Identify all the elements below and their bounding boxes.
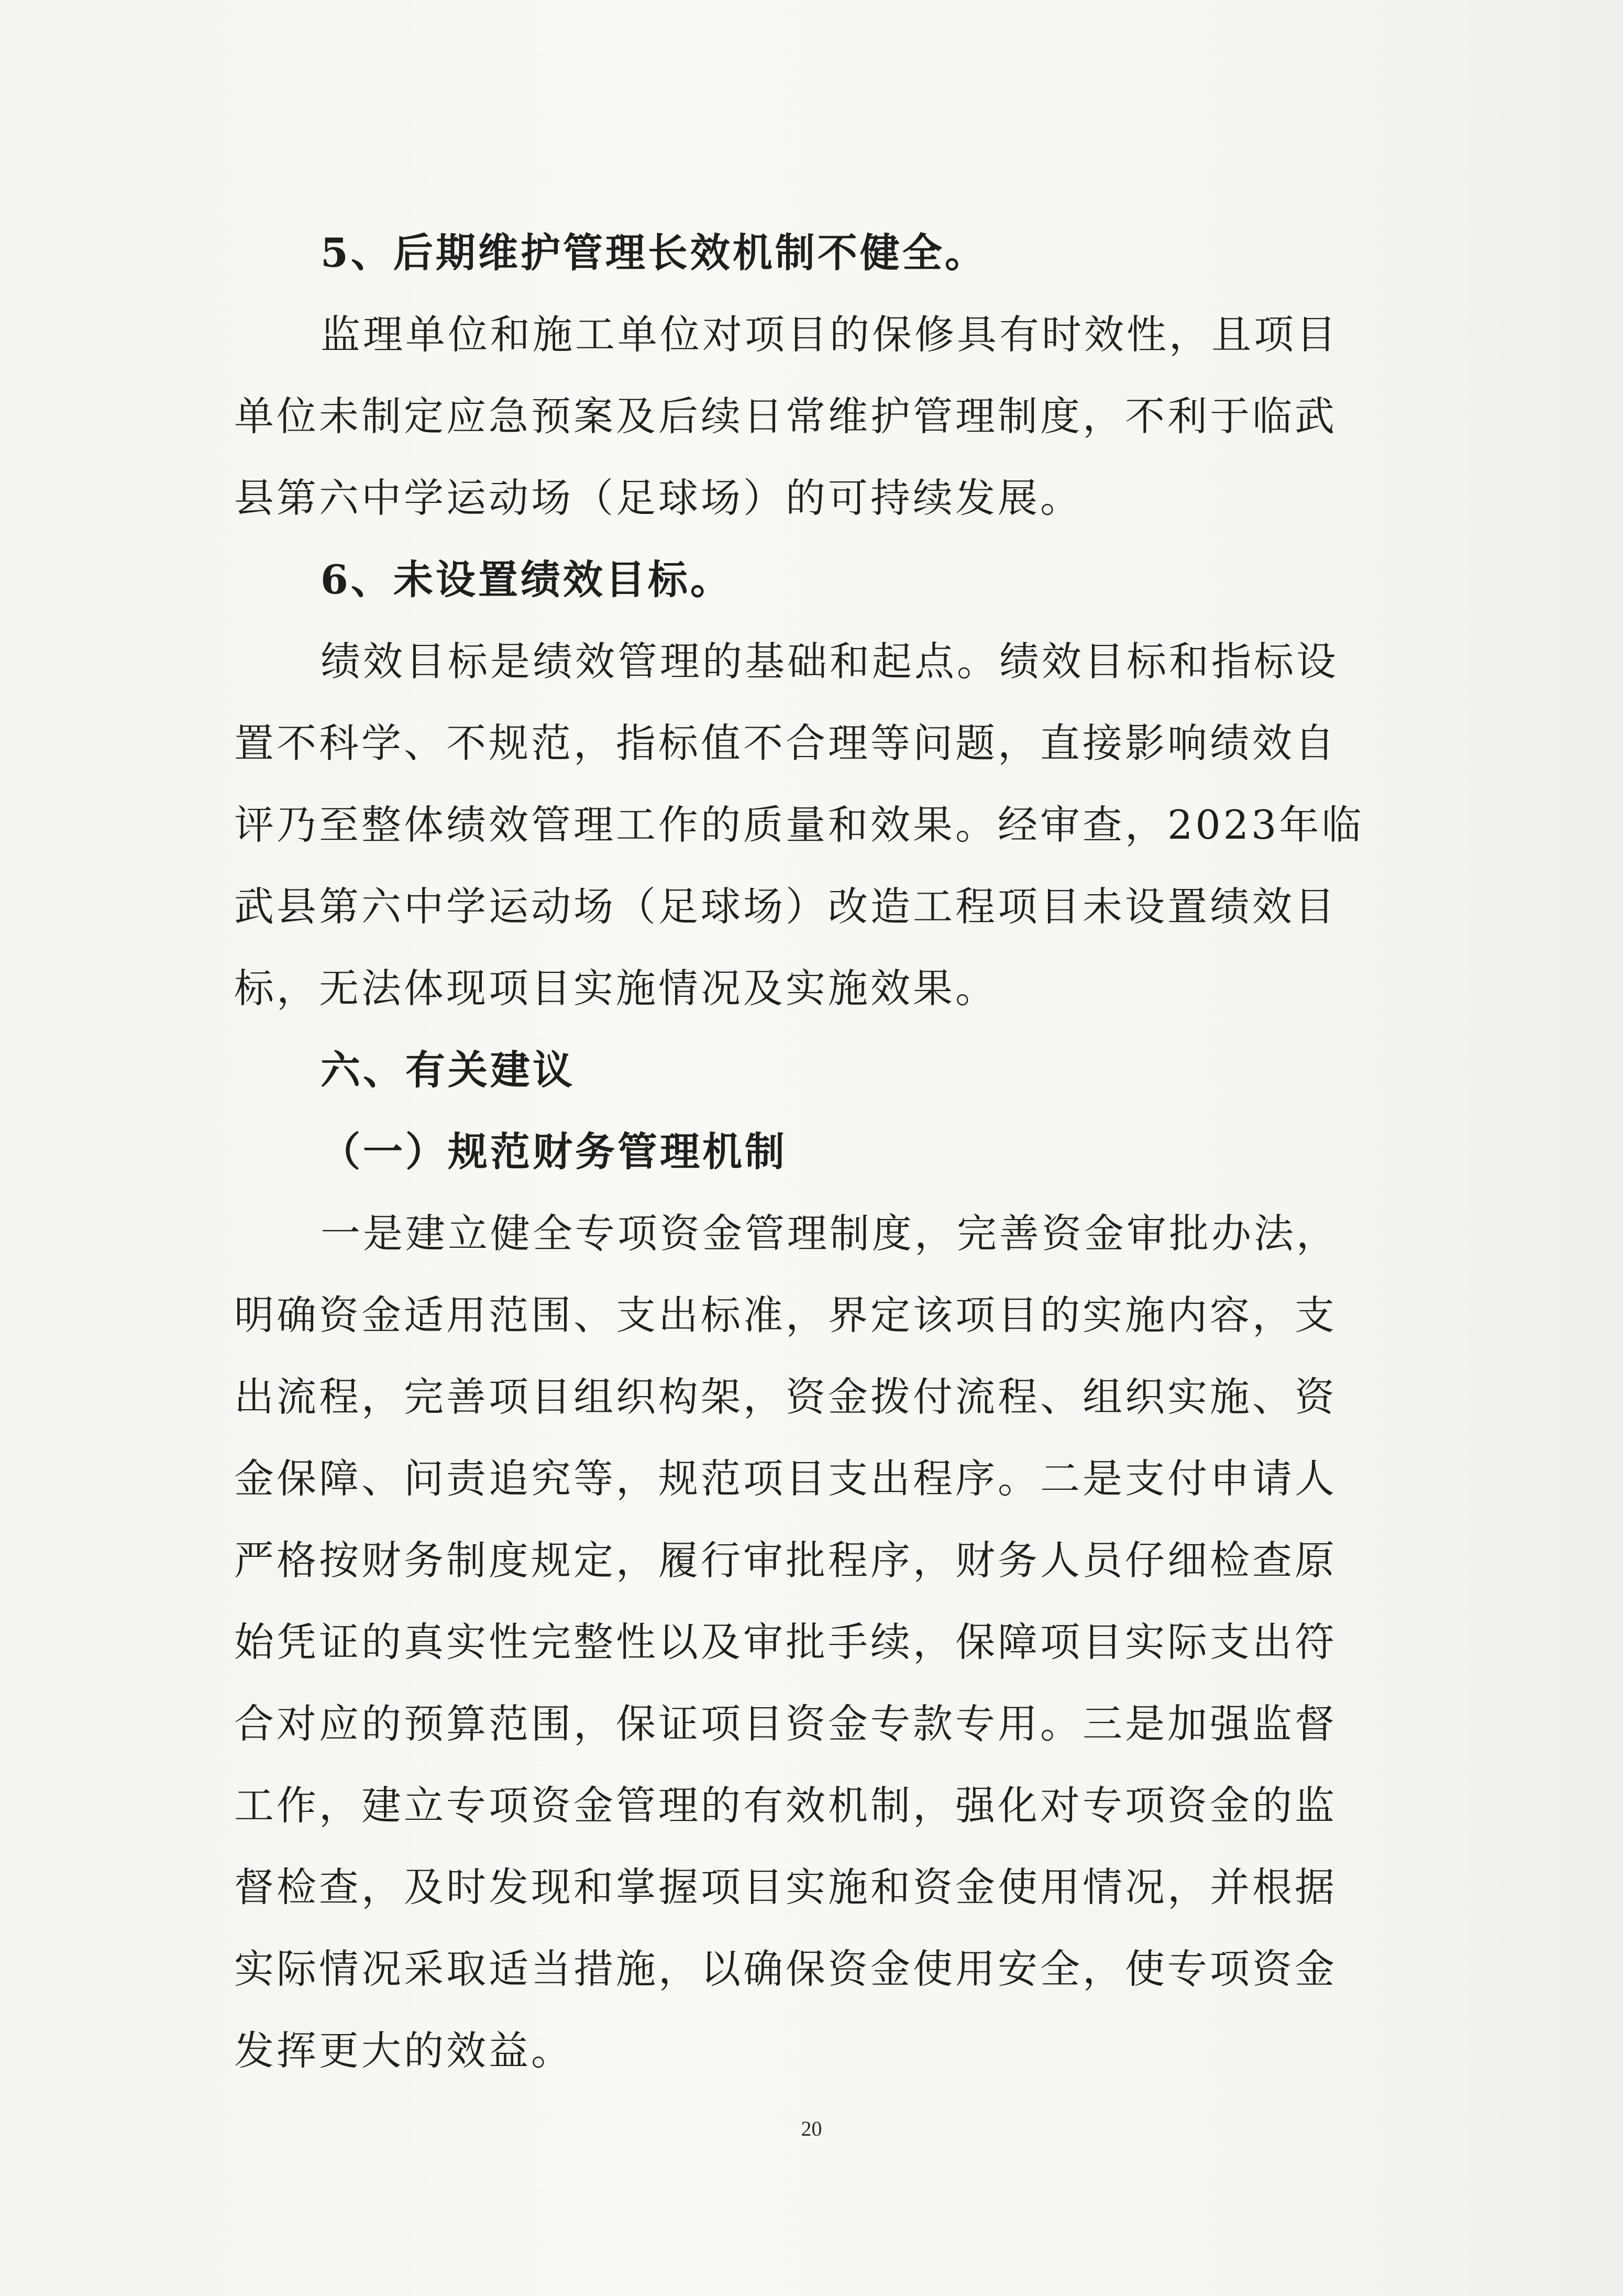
paragraph-line: 严格按财务制度规定，履行审批程序，财务人员仔细检查原	[234, 1537, 1337, 1584]
section-heading: （一）规范财务管理机制	[321, 1128, 787, 1175]
paragraph-line: 督检查，及时发现和掌握项目实施和资金使用情况，并根据	[234, 1864, 1337, 1910]
paragraph-line: 武县第六中学运动场（足球场）改造工程项目未设置绩效目	[234, 883, 1337, 930]
paragraph-line: 出流程，完善项目组织构架，资金拨付流程、组织实施、资	[234, 1374, 1337, 1420]
paragraph-line: 工作，建立专项资金管理的有效机制，强化对专项资金的监	[234, 1782, 1337, 1829]
section-heading: 6、未设置绩效目标。	[321, 556, 733, 603]
paragraph-line: 单位未制定应急预案及后续日常维护管理制度，不利于临武	[234, 393, 1337, 440]
paragraph-line: 绩效目标是绩效管理的基础和起点。绩效目标和指标设	[321, 638, 1339, 685]
paragraph-line: 一是建立健全专项资金管理制度，完善资金审批办法，	[321, 1210, 1339, 1257]
paragraph-line: 实际情况采取适当措施，以确保资金使用安全，使专项资金	[234, 1946, 1337, 1992]
paragraph-line: 金保障、问责追究等，规范项目支出程序。二是支付申请人	[234, 1455, 1337, 1502]
paragraph-line: 标，无法体现项目实施情况及实施效果。	[234, 965, 998, 1012]
section-heading: 5、后期维护管理长效机制不健全。	[321, 229, 987, 276]
paragraph-line: 评乃至整体绩效管理工作的质量和效果。经审查，2023年临	[234, 801, 1364, 848]
page-number: 20	[801, 2117, 822, 2140]
paragraph-line: 置不科学、不规范，指标值不合理等问题，直接影响绩效自	[234, 720, 1337, 766]
paragraph-line: 明确资金适用范围、支出标准，界定该项目的实施内容，支	[234, 1292, 1337, 1338]
paragraph-line: 合对应的预算范围，保证项目资金专款专用。三是加强监督	[234, 1700, 1337, 1747]
section-heading: 六、有关建议	[321, 1047, 575, 1093]
paragraph-line: 县第六中学运动场（足球场）的可持续发展。	[234, 475, 1083, 521]
paragraph-line: 发挥更大的效益。	[234, 2027, 573, 2074]
document-body	[234, 212, 1364, 2092]
paragraph-line: 始凭证的真实性完整性以及审批手续，保障项目实际支出符	[234, 1619, 1337, 1665]
paragraph-line: 监理单位和施工单位对项目的保修具有时效性，且项目	[321, 311, 1339, 358]
